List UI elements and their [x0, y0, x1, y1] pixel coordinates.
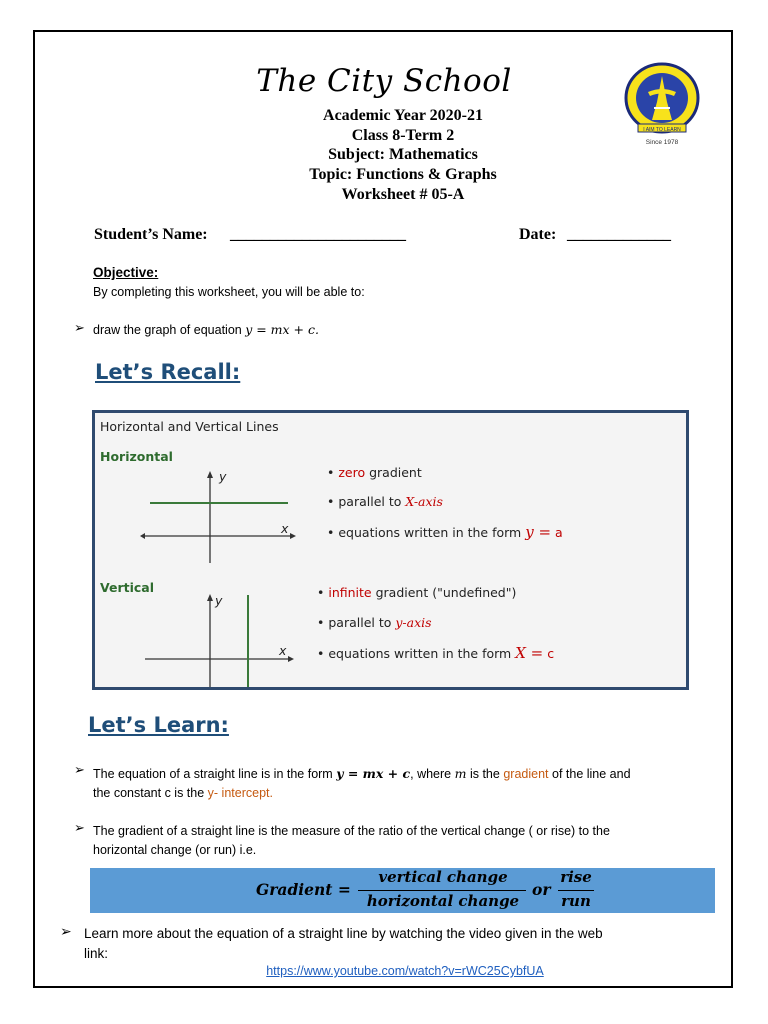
bullet-arrow-icon: ➢ [60, 923, 72, 939]
v-point-2: • parallel to y-axis [317, 615, 432, 630]
formula-lhs: Gradient = [256, 880, 351, 899]
figure-title: Horizontal and Vertical Lines [100, 419, 279, 434]
objective-bullet [93, 322, 319, 337]
lines-figure [92, 410, 689, 690]
formula-den-1: horizontal change [366, 892, 520, 910]
date-label: Date: [519, 226, 557, 243]
bullet-arrow-icon: ➢ [74, 820, 85, 835]
topic: Topic: Functions & Graphs [309, 166, 497, 183]
vertical-label: Vertical [100, 580, 155, 595]
h-point-1: • zero gradient [327, 465, 422, 480]
v-point-3: • equations written in the form X = c [317, 644, 555, 662]
fraction-bar-1 [358, 890, 526, 891]
objective-title: Objective: [93, 265, 159, 280]
date-field[interactable]: _____________ [567, 226, 671, 243]
bullet-arrow-icon: ➢ [74, 762, 85, 777]
v-point-1: • infinite gradient ("undefined") [317, 585, 517, 600]
objective-intro: By completing this worksheet, you will be able to: [93, 285, 365, 299]
gradient-formula [90, 868, 715, 913]
learn-paragraph-3: Learn more about the equation of a straight line by watching the video given in the web link: [84, 926, 603, 961]
formula-num-2: rise [560, 868, 592, 886]
objective-bullet-text: draw the graph of equation [93, 323, 242, 337]
v-axis-y: y [215, 593, 223, 608]
worksheet-number: Worksheet # 05-A [341, 186, 465, 203]
school-name: The City School [256, 63, 512, 99]
h-axis-y: y [219, 469, 227, 484]
academic-year: Academic Year 2020-21 [323, 107, 483, 124]
learn-heading: Let’s Learn: [88, 713, 229, 737]
logo-since: Since 1978 [645, 139, 679, 146]
video-link[interactable]: https://www.youtube.com/watch?v=rWC25CybfUA [266, 964, 544, 978]
v-axis-x: x [279, 643, 287, 658]
formula-den-2: run [561, 892, 591, 910]
formula-num-1: vertical change [378, 868, 508, 886]
h-point-2: • parallel to X-axis [327, 494, 443, 509]
learn-paragraph-1: The equation of a straight line is in the form y = mx + c, where m is the gradient of the line and the constant c is the y- intercept. [93, 766, 631, 800]
fraction-bar-2 [558, 890, 594, 891]
student-name-label: Student’s Name: [94, 226, 208, 243]
formula-or: or [532, 880, 551, 899]
h-point-3: • equations written in the form y = a [327, 523, 563, 541]
subject: Subject: Mathematics [328, 146, 478, 163]
recall-heading: Let’s Recall: [95, 360, 241, 384]
learn-paragraph-2: The gradient of a straight line is the measure of the ratio of the vertical change ( or rise) to the horizontal change (or run) i.e. [93, 824, 610, 857]
horizontal-label: Horizontal [100, 449, 173, 464]
class-term: Class 8-Term 2 [351, 127, 455, 144]
h-axis-x: x [281, 521, 289, 536]
bullet-arrow-icon: ➢ [74, 320, 85, 335]
logo-banner: I AIM TO LEARN [643, 127, 681, 133]
student-name-field[interactable]: ______________________ [230, 226, 406, 243]
objective-equation: y = mx + c. [245, 322, 319, 337]
